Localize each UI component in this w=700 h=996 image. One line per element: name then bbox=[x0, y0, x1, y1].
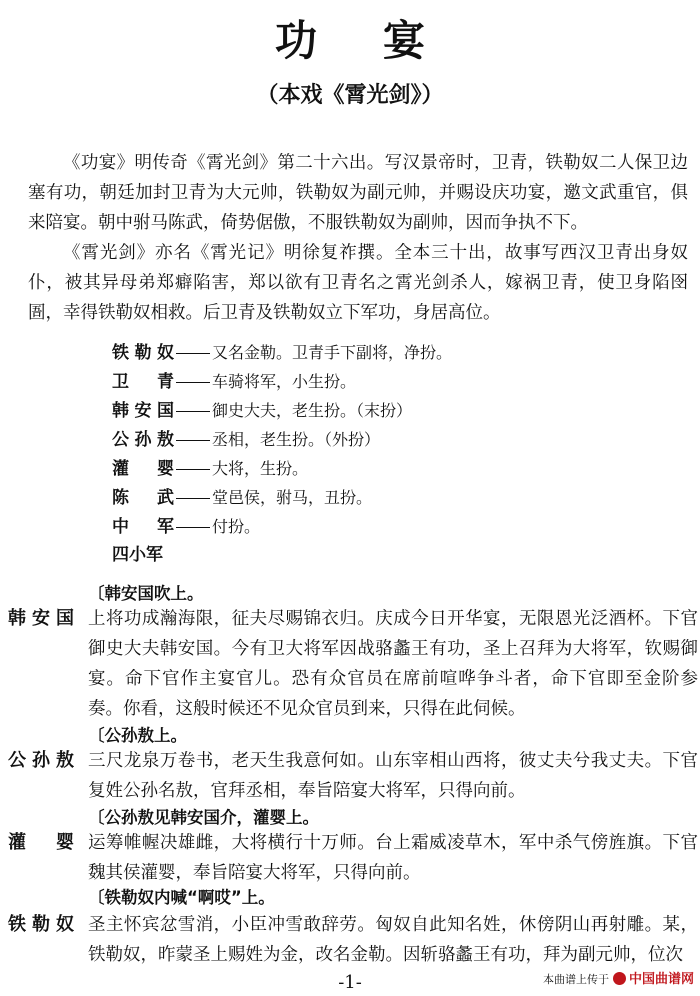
cast-desc: 御史大夫，老生扮。（末扮） bbox=[212, 401, 413, 420]
cast-name: 公孙敖 bbox=[112, 430, 174, 450]
site-name: 中国曲谱网 bbox=[628, 972, 694, 987]
page-title: 功宴 bbox=[274, 16, 491, 65]
site-logo-icon bbox=[613, 972, 626, 985]
cast-name: 四小军 bbox=[112, 545, 163, 565]
cast-row bbox=[112, 483, 672, 512]
intro-paragraph-2: 《霄光剑》亦名《霄光记》明徐复祚撰。全本三十出，故事写西汉卫青出身奴仆，被其异母弟郑癖陷害，郑以欲有卫青名之霄光剑杀人，嫁祸卫青，使卫身陷囹圄，幸得铁勒奴相救。后卫青及铁勒奴立下军功，身居高位。 bbox=[28, 243, 688, 323]
speaker-name: 灌婴 bbox=[8, 832, 74, 853]
cast-dash bbox=[176, 498, 210, 499]
speech-text: 圣主怀宾忿雪消，小臣冲雪敢辞劳。匈奴自此知名姓，休傍阴山再射雕。某，铁勒奴，昨蒙圣上赐姓为金，改名金勒。因斩骆蠡王有功，拜为副元帅，位次 bbox=[88, 915, 698, 965]
speaker-name: 公孙敖 bbox=[8, 750, 74, 771]
cast-dash bbox=[176, 353, 210, 354]
cast-row bbox=[112, 541, 672, 570]
cast-row bbox=[112, 338, 672, 367]
stage-direction: 〔铁勒奴内喊“啊哎”上。 bbox=[88, 888, 275, 907]
cast-row bbox=[112, 454, 672, 483]
cast-dash bbox=[176, 469, 210, 470]
cast-name: 铁勒奴 bbox=[112, 343, 174, 363]
page-subtitle: （本戏《霄光剑》） bbox=[256, 83, 444, 108]
cast-desc: 堂邑侯，驸马，丑扮。 bbox=[212, 488, 373, 507]
speech-text: 三尺龙泉万卷书，老天生我意何如。山东宰相山西将，彼丈夫兮我丈夫。下官复姓公孙名敖，官拜丞相，奉旨陪宴大将军，只得向前。 bbox=[88, 751, 698, 801]
speech-text: 运筹帷幄决雄雌，大将横行十万师。台上霜威凌草木，军中杀气傍旌旗。下官魏其侯灌婴，奉旨陪宴大将军，只得向前。 bbox=[88, 833, 698, 883]
speaker-name: 铁勒奴 bbox=[8, 914, 74, 935]
cast-dash bbox=[176, 527, 210, 528]
cast-name: 陈武 bbox=[112, 488, 174, 508]
cast-name: 卫青 bbox=[112, 372, 174, 392]
cast-desc: 付扮。 bbox=[212, 517, 261, 536]
intro-paragraph-1: 《功宴》明传奇《霄光剑》第二十六出。写汉景帝时，卫青，铁勒奴二人保卫边塞有功，朝廷加封卫青为大元帅，铁勒奴为副元帅，并赐设庆功宴，邀文武重官，俱来陪宴。朝中驸马陈武，倚势倨傲，不服铁勒奴为副帅，因而争执不下。 bbox=[28, 153, 688, 233]
cast-desc: 丞相，老生扮。（外扮） bbox=[212, 430, 381, 449]
cast-name: 中军 bbox=[112, 517, 174, 537]
stage-direction: 〔公孙敖见韩安国介，灌婴上。 bbox=[88, 808, 319, 827]
cast-row bbox=[112, 396, 672, 425]
cast-name: 灌婴 bbox=[112, 459, 174, 479]
stage-direction: 〔公孙敖上。 bbox=[88, 726, 187, 745]
cast-list bbox=[112, 338, 672, 570]
cast-dash bbox=[176, 440, 210, 441]
upload-note: 本曲谱上传于 bbox=[542, 973, 609, 986]
stage-direction: 〔韩安国吹上。 bbox=[88, 584, 204, 603]
cast-desc: 又名金勒。卫青手下副将，净扮。 bbox=[212, 343, 453, 362]
speech-text: 上将功成瀚海限，征夫尽赐锦衣归。庆成今日开华宴，无限恩光泛酒杯。下官御史大夫韩安国。今有卫大将军因战骆蠡王有功，圣上召拜为大将军，钦赐御宴。命下官作主宴官儿。恐有众官员在席前喧哗争斗者，命下官即至金阶参奏。你看，这般时候还不见众官员到来，只得在此伺候。 bbox=[88, 609, 698, 719]
speaker-name: 韩安国 bbox=[8, 608, 74, 629]
cast-row bbox=[112, 512, 672, 541]
page-number: -1- bbox=[338, 972, 362, 993]
cast-row bbox=[112, 367, 672, 396]
cast-name: 韩安国 bbox=[112, 401, 174, 421]
cast-dash bbox=[176, 382, 210, 383]
cast-row bbox=[112, 425, 672, 454]
upload-footnote bbox=[543, 968, 694, 987]
cast-dash bbox=[176, 411, 210, 412]
cast-desc: 车骑将军，小生扮。 bbox=[212, 372, 357, 391]
cast-desc: 大将，生扮。 bbox=[212, 459, 309, 478]
